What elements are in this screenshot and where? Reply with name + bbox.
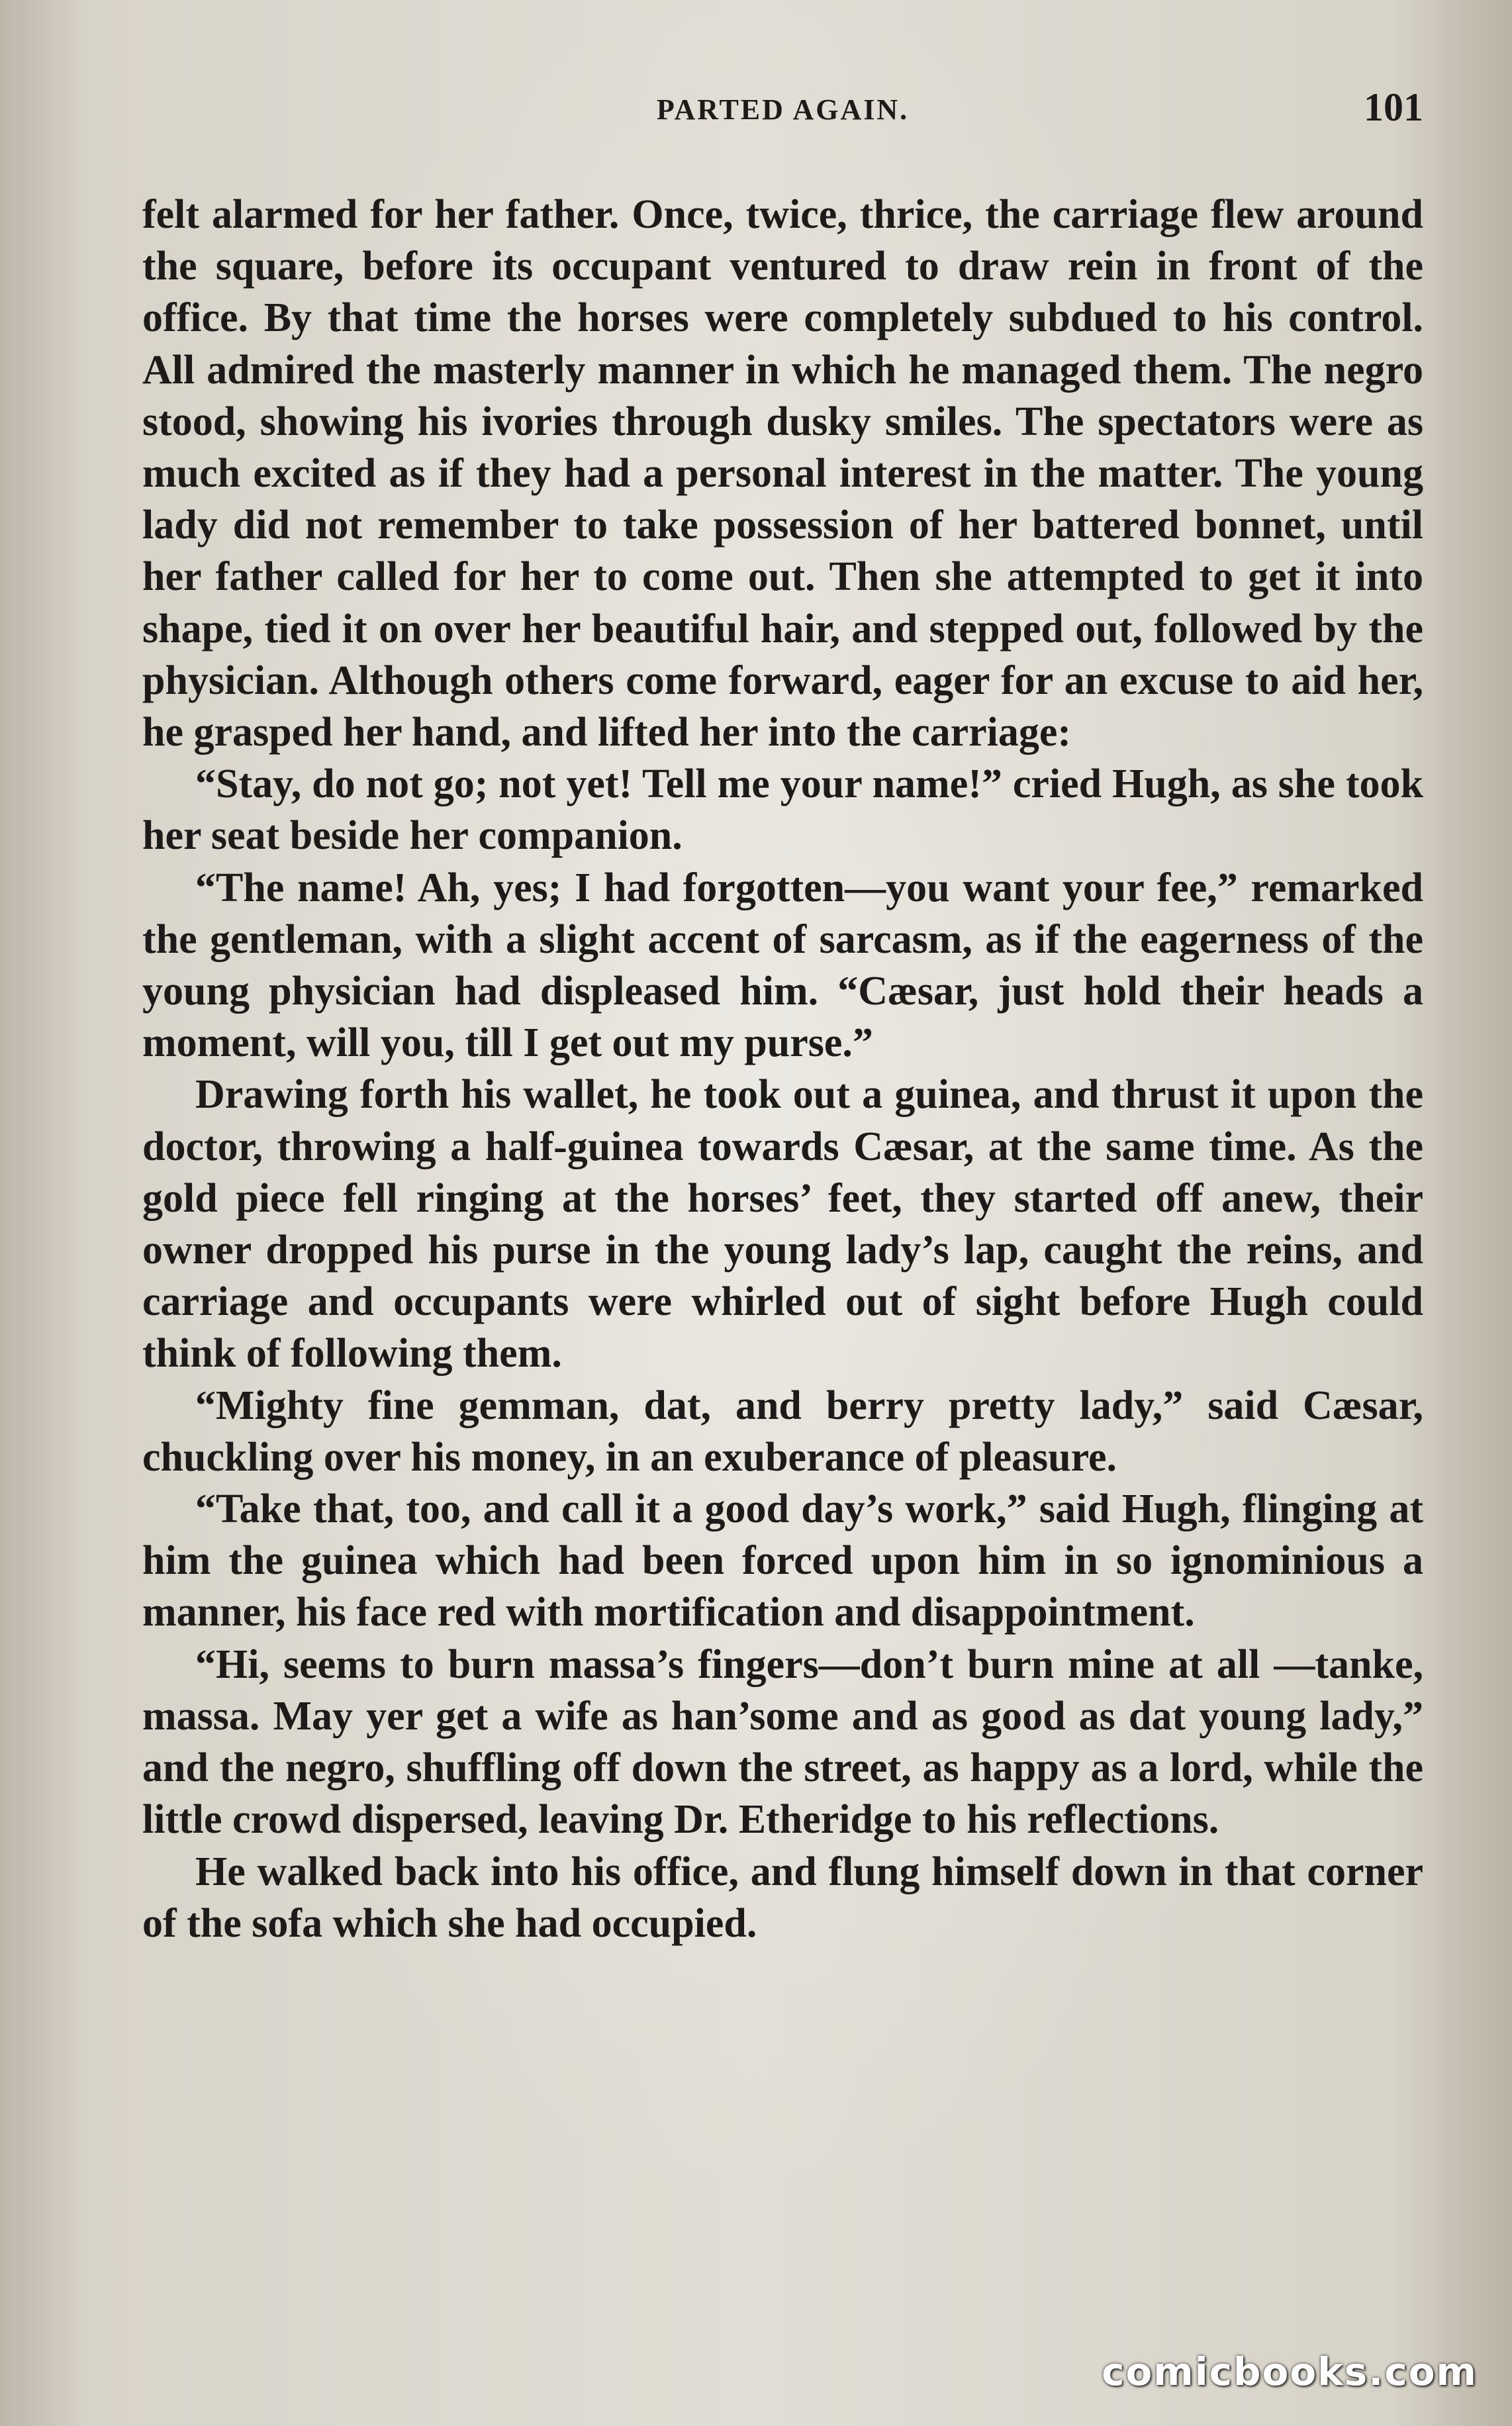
paragraph: felt alarmed for her father. Once, twice, thrice, the carriage flew around the square, before its occupant ventured to draw rein in front of the office. By that time the horses were completely subdued to his control. All admired the masterly manner in which he managed them. The negro stood, showing his ivories through dusky smiles. The spectators were as much excited as if they had a personal interest in the matter. The young lady did not remember to take possession of her battered bonnet, until her father called for her to come out. Then she attempted to get it into shape, tied it on over her beautiful hair, and stepped out, followed by the physician. Although others come forward, eager for an excuse to aid her, he grasped her hand, and lifted her into the carriage: (142, 192, 1423, 755)
paragraph: “Take that, too, and call it a good day’s work,” said Hugh, flinging at him the guinea which had been forced upon him in so ignominious a manner, his face red with mortification and disappointment. (142, 1486, 1423, 1635)
paragraph: “Hi, seems to burn massa’s fingers—don’t burn mine at all —tanke, massa. May yer get a wife as han’some and as good as dat young lady,” and the negro, shuffling off down the street, as happy as a lord, while the little crowd dispersed, leaving Dr. Etheridge to his reflections. (142, 1641, 1423, 1843)
paragraph: “Stay, do not go; not yet! Tell me your name!” cried Hugh, as she took her seat beside her companion. (142, 761, 1423, 859)
watermark: comicbooks.com (1102, 2349, 1478, 2394)
paragraph: “Mighty fine gemman, dat, and berry pretty lady,” said Cæsar, chuckling over his money, in an exuberance of pleasure. (142, 1383, 1423, 1480)
paragraph: Drawing forth his wallet, he took out a guinea, and thrust it upon the doctor, throwing a half-guinea towards Cæsar, at the same time. As the gold piece fell ringing at the horses’ feet, they started off anew, their owner dropped his purse in the young lady’s lap, caught the reins, and carriage and occupants were whirled out of sight before Hugh could think of following them. (142, 1072, 1423, 1377)
running-head: PARTED AGAIN. (656, 93, 910, 126)
paragraph: “The name! Ah, yes; I had forgotten—you want your fee,” remarked the gentleman, with a slight accent of sarcasm, as if the eagerness of the young physician had displeased him. “Cæsar, just hold their heads a moment, will you, till I get out my purse.” (142, 865, 1423, 1066)
body-text (142, 189, 1423, 1949)
page-header (142, 81, 1423, 134)
paragraph: He walked back into his office, and flung himself down in that corner of the sofa which she had occupied. (142, 1849, 1423, 1946)
page-number: 101 (1364, 85, 1423, 129)
